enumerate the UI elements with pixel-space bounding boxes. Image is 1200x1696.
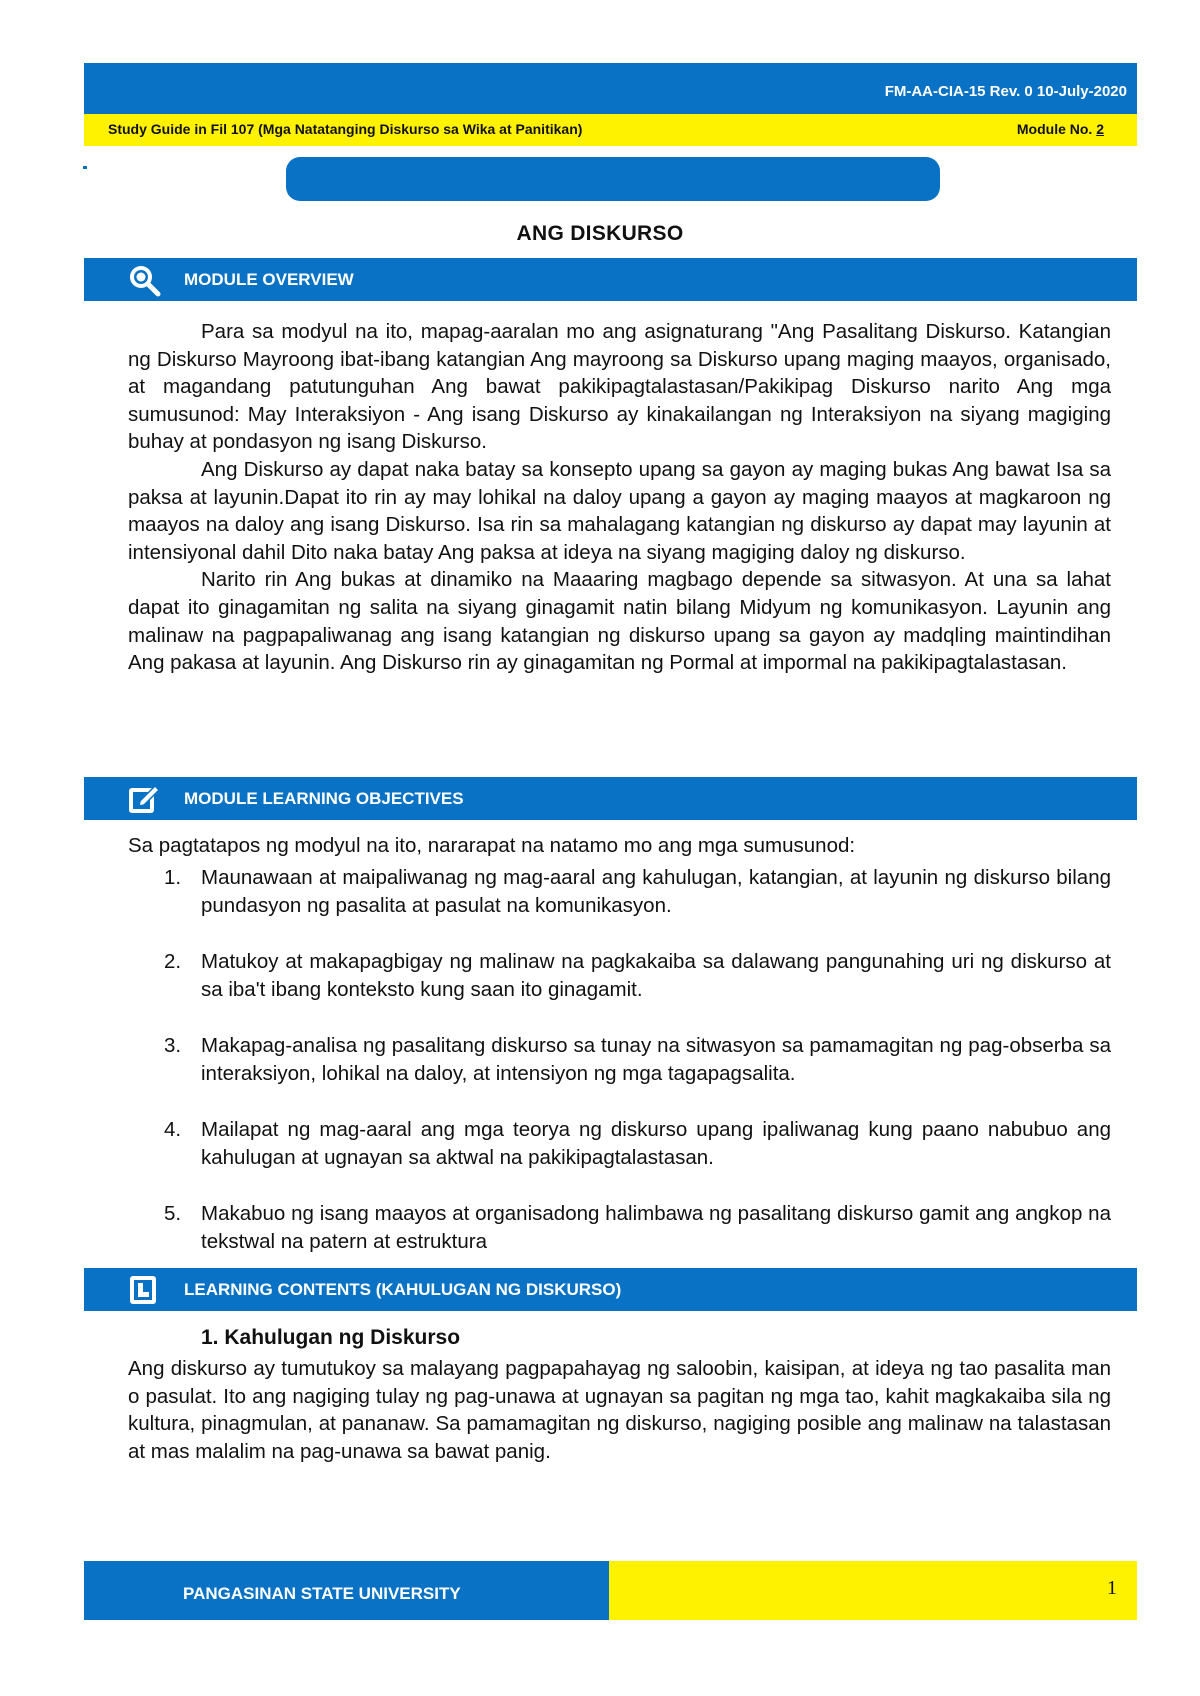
- contents-text: [128, 1355, 1111, 1465]
- overview-paragraph: Para sa modyul na ito, mapag-aaralan mo ang asignaturang "Ang Pasalitang Diskurso. Katangian ng Diskurso Mayroong ibat-ibang katangian Ang mayroong sa Diskurso upang maging maayos, organisado, at magandang patutunguhan Ang bawat pakikipagtalastasan/Pakikipag Diskurso narito Ang mga sumusunod: May Interaksiyon - Ang isang Diskurso ay kinakailangan ng Interaksiyon na siyang magiging buhay at pondasyon ng isang Diskurso.: [128, 320, 1111, 454]
- title-banner: [286, 157, 940, 201]
- objective-text: Mailapat ng mag-aaral ang mga teorya ng diskurso upang ipaliwanag kung paano nabubuo ang kahulugan at ugnayan sa aktwal na pakikipagtalastasan.: [201, 1118, 1111, 1169]
- objective-number: 2.: [164, 950, 182, 973]
- section-bar-overview: [84, 258, 1137, 301]
- magnifier-icon: [127, 263, 161, 297]
- module-label: Module No.: [1016, 121, 1097, 137]
- objective-item: [164, 1200, 1111, 1256]
- objectives-intro: Sa pagtatapos ng modyul na ito, nararapat na natamo mo ang mga sumusunod:: [128, 834, 856, 857]
- page-title: ANG DISKURSO: [516, 222, 684, 245]
- header-band: [84, 63, 1137, 114]
- overview-text: [128, 318, 1111, 677]
- module-number: [1017, 121, 1104, 137]
- objective-item: [164, 948, 1111, 1004]
- objective-number: 3.: [164, 1034, 182, 1057]
- section-bar-objectives: [84, 777, 1137, 820]
- overview-paragraph: Ang Diskurso ay dapat naka batay sa konsepto upang sa gayon ay maging bukas Ang bawat Isa sa paksa at layunin.Dapat ito rin ay may lohikal na daloy upang a gayon ay maging maayos at magkaroon ng maayos na daloy ang isang Diskurso. Isa rin sa mahalagang katangian ng diskurso ay dapat may layunin at intensiyonal dahil Dito naka batay Ang paksa at ideya na siyang magiging daloy ng diskurso.: [128, 457, 1111, 564]
- objective-number: 1.: [164, 866, 182, 889]
- footer-band: [84, 1561, 609, 1620]
- edit-icon: [127, 782, 161, 816]
- objective-item: [164, 1032, 1111, 1088]
- module-number-value: 2: [1096, 121, 1104, 137]
- header-subband: [84, 114, 1137, 146]
- objective-text: Makabuo ng isang maayos at organisadong halimbawa ng pasalitang diskurso gamit ang angkop na tekstwal na patern at estruktura: [201, 1202, 1111, 1253]
- objective-item: [164, 1116, 1111, 1172]
- decorative-mark: [83, 166, 87, 169]
- section-label-contents: LEARNING CONTENTS (KAHULUGAN NG DISKURSO): [184, 1280, 622, 1299]
- objective-text: Maunawaan at maipaliwanag ng mag-aaral ang kahulugan, katangian, at layunin ng diskurso bilang pundasyon ng pasalita at pasulat na komunikasyon.: [201, 866, 1111, 917]
- section-bar-contents: [84, 1268, 1137, 1311]
- book-icon: [127, 1273, 161, 1307]
- overview-paragraph: Narito rin Ang bukas at dinamiko na Maaaring magbago depende sa sitwasyon. At una sa lahat dapat ito ginagamitan ng salita na siyang ginagamit natin bilang Midyum ng komunikasyon. Layunin ang malinaw na pagpapaliwanag ang isang katangian ng diskurso upang sa gayon ay madqling maintindihan Ang pakasa at layunin. Ang Diskurso rin ay ginagamitan ng Pormal at impormal na pakikipagtalastasan.: [128, 568, 1111, 675]
- objective-text: Matukoy at makapagbigay ng malinaw na pagkakaiba sa dalawang pangunahing uri ng diskurso at sa iba't ibang konteksto kung saan ito ginagamit.: [201, 950, 1111, 1001]
- university-name: PANGASINAN STATE UNIVERSITY: [183, 1584, 461, 1603]
- objective-number: 4.: [164, 1118, 182, 1141]
- objective-text: Makapag-analisa ng pasalitang diskurso sa tunay na sitwasyon sa pamamagitan ng pag-obserba sa interaksiyon, lohikal na daloy, at intensiyon ng mga tagapagsalita.: [201, 1034, 1111, 1085]
- study-guide-title: Study Guide in Fil 107 (Mga Natatanging Diskurso sa Wika at Panitikan): [108, 121, 583, 137]
- contents-paragraph: Ang diskurso ay tumutukoy sa malayang pagpapahayag ng saloobin, kaisipan, at ideya ng tao pasalita man o pasulat. Ito ang nagiging tulay ng pag-unawa at ugnayan sa pagitan ng mga tao, kahit magkakaiba sila ng kultura, pinagmulan, at pananaw. Sa pamamagitan ng diskurso, nagiging posible ang malinaw na talastasan at mas malalim na pag-unawa sa bawat panig.: [128, 1357, 1111, 1463]
- objective-item: [164, 864, 1111, 920]
- section-label-overview: MODULE OVERVIEW: [184, 270, 354, 289]
- page-number: 1: [1107, 1577, 1117, 1599]
- form-code: FM-AA-CIA-15 Rev. 0 10-July-2020: [884, 83, 1127, 100]
- section-label-objectives: MODULE LEARNING OBJECTIVES: [184, 789, 464, 808]
- footer-subband: [609, 1561, 1137, 1620]
- objective-number: 5.: [164, 1202, 182, 1225]
- content-subheading: 1. Kahulugan ng Diskurso: [201, 1326, 461, 1349]
